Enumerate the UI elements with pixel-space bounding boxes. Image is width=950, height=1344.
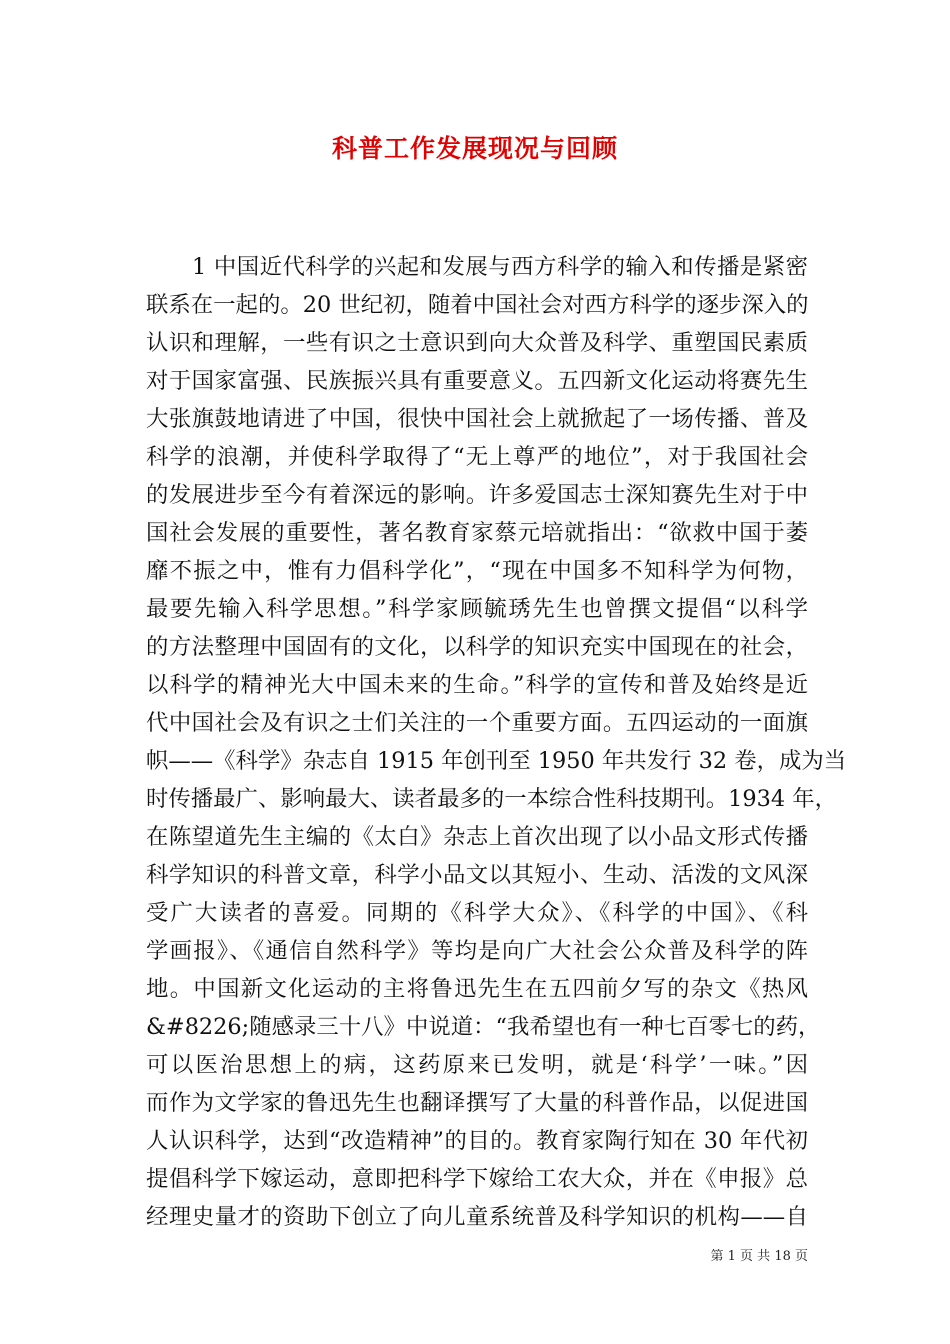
body-line: 认识和理解，一些有识之士意识到向大众普及科学、重塑国民素质 [146,330,808,356]
body-line: 1 中国近代科学的兴起和发展与西方科学的输入和传播是紧密 [192,254,808,280]
body-line: 受广大读者的喜爱。同期的《科学大众》、《科学的中国》、《科 [146,900,808,926]
body-line: 靡不振之中，惟有力倡科学化”，“现在中国多不知科学为何物， [146,558,808,584]
body-line: 代中国社会及有识之士们关注的一个重要方面。五四运动的一面旗 [146,710,808,736]
body-line: 国社会发展的重要性，著名教育家蔡元培就指出：“欲救中国于萎 [146,520,808,546]
document-body [146,248,847,1236]
body-line: 提倡科学下嫁运动，意即把科学下嫁给工农大众，并在《申报》总 [146,1166,808,1192]
body-line: 最要先输入科学思想。”科学家顾毓琇先生也曾撰文提倡“以科学 [146,596,808,622]
body-line: 科学知识的科普文章，科学小品文以其短小、生动、活泼的文风深 [146,862,808,888]
page-number: 第 1 页 共 18 页 [710,1249,808,1264]
body-line: 地。中国新文化运动的主将鲁迅先生在五四前夕写的杂文《热风 [146,976,808,1002]
body-line: 大张旗鼓地请进了中国，很快中国社会上就掀起了一场传播、普及 [146,406,808,432]
body-line: 的方法整理中国固有的文化，以科学的知识充实中国现在的社会， [146,634,808,660]
body-line: 的发展进步至今有着深远的影响。许多爱国志士深知赛先生对于中 [146,482,808,508]
body-line: 帜——《科学》杂志自 1915 年创刊至 1950 年共发行 32 卷，成为当 [146,748,847,774]
body-line: 人认识科学，达到“改造精神”的目的。教育家陶行知在 30 年代初 [146,1128,808,1154]
body-line: 经理史量才的资助下创立了向儿童系统普及科学知识的机构——自 [146,1204,808,1230]
body-line: 而作为文学家的鲁迅先生也翻译撰写了大量的科普作品，以促进国 [146,1090,808,1116]
body-line: 学画报》、《通信自然科学》等均是向广大社会公众普及科学的阵 [146,938,808,964]
body-line: 科学的浪潮，并使科学取得了“无上尊严的地位”，对于我国社会 [146,444,808,470]
body-line: 以科学的精神光大中国未来的生命。”科学的宣传和普及始终是近 [146,672,808,698]
body-line: 联系在一起的。20 世纪初，随着中国社会对西方科学的逐步深入的 [146,292,809,318]
body-line: &#8226;随感录三十八》中说道：“我希望也有一种七百零七的药， [146,1014,821,1040]
body-line: 对于国家富强、民族振兴具有重要意义。五四新文化运动将赛先生 [146,368,808,394]
body-line: 时传播最广、影响最大、读者最多的一本综合性科技期刊。1934 年， [146,786,838,812]
body-line: 可以医治思想上的病，这药原来已发明，就是‘科学’一味。”因 [146,1052,808,1078]
body-line: 在陈望道先生主编的《太白》杂志上首次出现了以小品文形式传播 [146,824,808,850]
document-title: 科普工作发展现况与回顾 [331,134,618,163]
